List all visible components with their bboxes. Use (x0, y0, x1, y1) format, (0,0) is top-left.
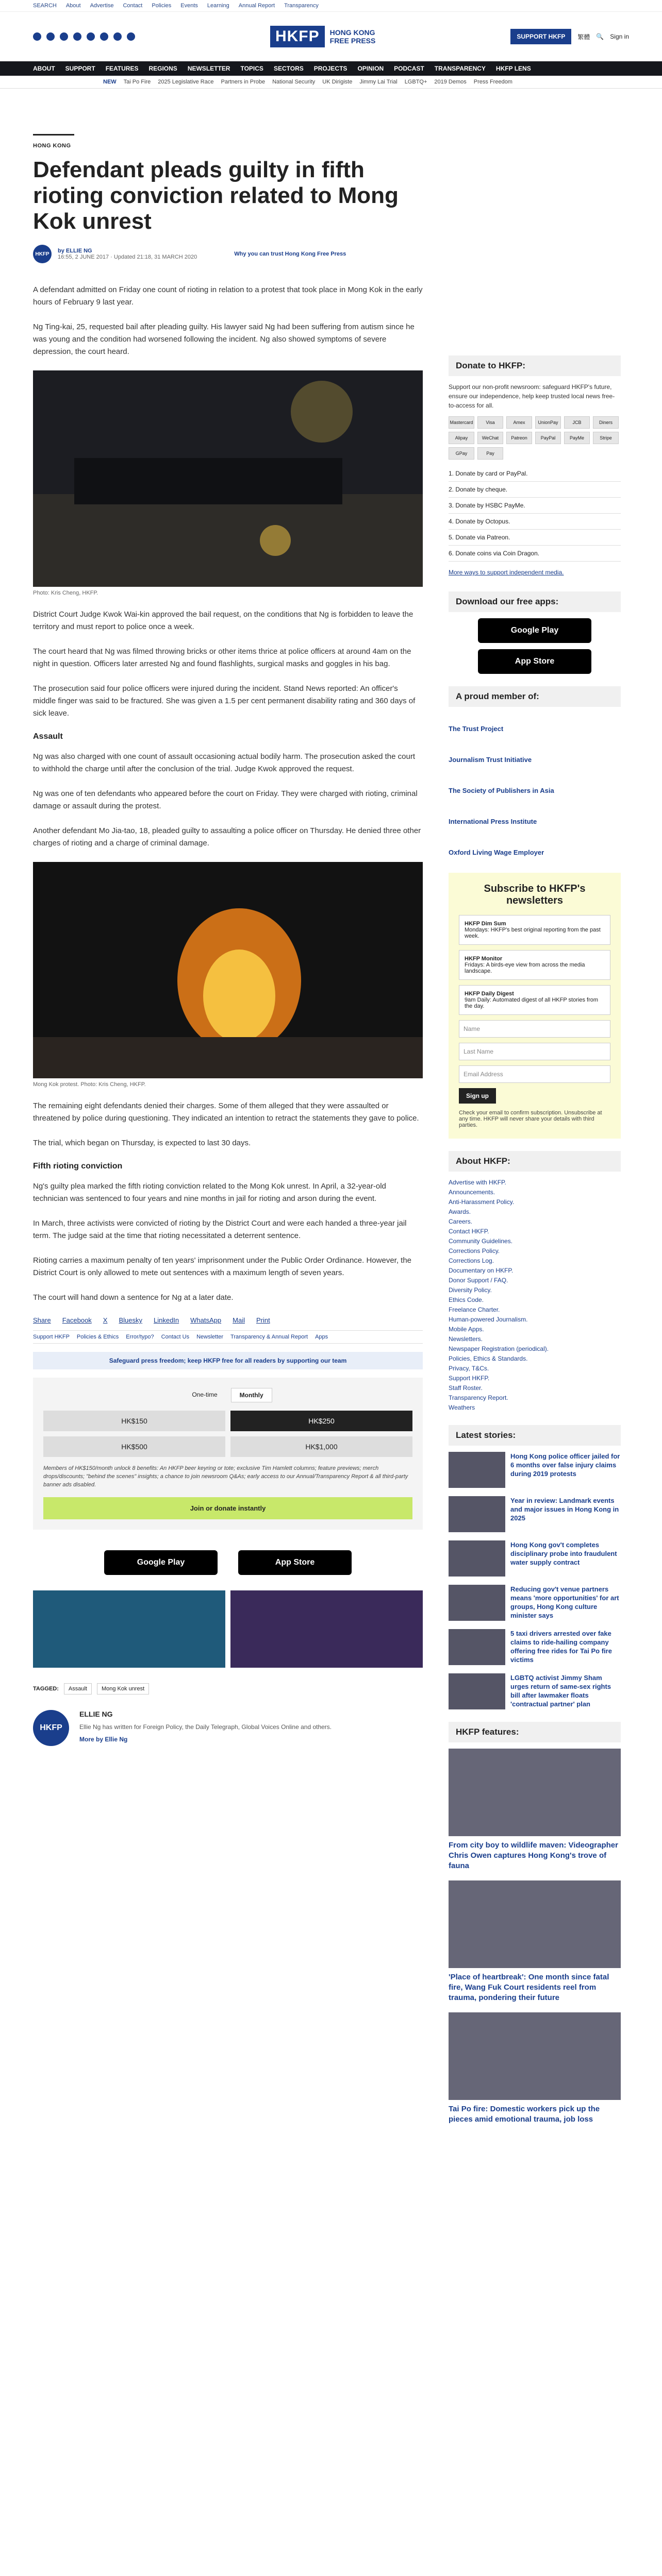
paragraph: The court heard that Ng was filmed throwing bricks or other items thrice at police officers at around 4am on the night in question. Officers later arrested Ng and found flashlights, surgical masks and goggles in his bag. (33, 647, 411, 668)
member-logo[interactable]: The Society of Publishers in Asia (449, 786, 554, 794)
author-name[interactable]: by ELLIE NG (58, 248, 92, 254)
about-link[interactable]: Transparency Report. (449, 1394, 508, 1401)
photo-caption: Photo: Kris Cheng, HKFP. (33, 590, 98, 596)
about-list (449, 1178, 621, 1413)
about-link[interactable]: Announcements. (449, 1189, 495, 1196)
latest-story[interactable] (449, 1673, 621, 1709)
about-link[interactable]: Corrections Log. (449, 1257, 494, 1264)
ethics-promo[interactable] (33, 1590, 225, 1668)
amount-option[interactable]: HK$500 (43, 1436, 225, 1457)
donate-method[interactable]: 5. Donate via Patreon. (449, 530, 621, 546)
article-photo (33, 862, 423, 1078)
about-link[interactable]: Privacy, T&Cs. (449, 1365, 489, 1372)
donate-widget (33, 1378, 423, 1530)
newsletter-desc: Fridays: A birds-eye view from across the media landscape. (465, 962, 585, 974)
latest-heading: Latest stories: (449, 1425, 621, 1446)
story-title[interactable]: Hong Kong gov't completes disciplinary probe into fraudulent water supply contract (510, 1541, 617, 1566)
byline (33, 245, 423, 263)
donate-methods (449, 466, 621, 562)
newsletter-name: HKFP Dim Sum (465, 921, 506, 927)
feature-thumbnail (449, 1880, 621, 1968)
paragraph: In March, three activists were convicted of rioting by the District Court and were each handed a three-year jail term. The judge said at the time that rioting necessitated a deterrent sentence. (33, 1219, 407, 1240)
social-icons (33, 32, 135, 41)
about-link[interactable]: Mobile Apps. (449, 1326, 484, 1333)
donate-method[interactable]: 6. Donate coins via Coin Dragon. (449, 546, 621, 562)
section-heading: Fifth rioting conviction (33, 1162, 123, 1171)
rss-icon[interactable] (127, 32, 135, 41)
amount-option[interactable]: HK$1,000 (230, 1436, 412, 1457)
footer-link[interactable]: Support HKFP (33, 1334, 70, 1340)
nav-topics[interactable]: TOPICS (240, 65, 263, 72)
footer-link[interactable]: Policies & Ethics (76, 1334, 119, 1340)
article-photo (33, 370, 423, 587)
latest-story[interactable] (449, 1585, 621, 1621)
footer-link[interactable]: Error/typo? (126, 1334, 154, 1340)
member-logo[interactable]: International Press Institute (449, 817, 537, 825)
tag[interactable]: Mong Kok unrest (97, 1683, 149, 1694)
language-link[interactable]: 繁體 (577, 33, 590, 41)
wechat-icon: WeChat (477, 432, 503, 444)
share-linkedin[interactable]: LinkedIn (154, 1316, 179, 1324)
newsletter-heading: Subscribe to HKFP's newsletters (484, 883, 586, 906)
about-link[interactable]: Contact HKFP. (449, 1228, 489, 1235)
latest-story[interactable] (449, 1540, 621, 1577)
topbar-transparency[interactable]: Transparency (284, 3, 319, 9)
newsletter-option[interactable] (459, 915, 610, 945)
promo-banners (33, 1590, 423, 1668)
newsletter-box (449, 873, 621, 1139)
about-link[interactable]: Human-powered Journalism. (449, 1316, 528, 1323)
amount-options (43, 1411, 412, 1457)
story-title[interactable]: LGBTQ activist Jimmy Sham urges return of same-sex rights bill after lawmaker floats 'contractual partner' plan (510, 1674, 611, 1708)
footer-link[interactable]: Contact Us (161, 1334, 190, 1340)
feature-title[interactable]: Tai Po fire: Domestic workers pick up the pieces amid emotional trauma, job loss (449, 2105, 600, 2124)
frequency-toggle (43, 1388, 412, 1402)
donate-heading: Donate to HKFP: (449, 355, 621, 376)
trending-item[interactable]: UK Dirigiste (322, 79, 353, 85)
topbar-annual[interactable]: Annual Report (238, 3, 275, 9)
newsletter-option[interactable] (459, 950, 610, 980)
app-store-badge[interactable]: App Store (478, 649, 591, 674)
nav-transparency[interactable]: TRANSPARENCY (434, 65, 486, 72)
footer-link[interactable]: Transparency & Annual Report (230, 1334, 308, 1340)
trending-item[interactable]: National Security (272, 79, 316, 85)
paragraph: The remaining eight defendants denied their charges. Some of them alleged that they were assaulted or threatened by police during questioning. They indicated an intention to retract the statements they gave to police. (33, 1101, 419, 1123)
tag[interactable]: Assault (64, 1683, 92, 1694)
alipay-icon: Alipay (449, 432, 474, 444)
story-thumbnail (449, 1452, 505, 1488)
amount-option[interactable]: HK$150 (43, 1411, 225, 1431)
latest-story[interactable] (449, 1629, 621, 1665)
trending-item[interactable]: Tai Po Fire (123, 79, 151, 85)
payme-icon: PayMe (564, 432, 590, 444)
feature-title[interactable]: 'Place of heartbreak': One month since fatal fire, Wang Fuk Court residents reel from trauma, pondering their future (449, 1973, 609, 2002)
newsletter-option[interactable] (459, 985, 610, 1015)
article-title: Defendant pleads guilty in fifth rioting conviction related to Mong Kok unrest (33, 157, 399, 234)
telegram-icon[interactable] (113, 32, 122, 41)
paragraph: District Court Judge Kwok Wai-kin approved the bail request, on the conditions that Ng is forbidden to leave the territory and must report to police once a week. (33, 610, 413, 631)
freq-one-time[interactable]: One-time (192, 1391, 218, 1398)
member-logo[interactable]: Journalism Trust Initiative (449, 755, 532, 764)
trending-item[interactable]: 2019 Demos (434, 79, 467, 85)
share-facebook[interactable]: Facebook (62, 1316, 92, 1324)
logo-text (330, 28, 376, 45)
story-title[interactable]: Hong Kong police officer jailed for 6 months over false injury claims during 2019 protests (510, 1452, 620, 1478)
article-footer-links (33, 1330, 423, 1344)
instagram-icon[interactable] (60, 32, 68, 41)
logo-mark: HKFP (270, 26, 325, 47)
member-heading: A proud member of: (449, 686, 621, 707)
share-mail[interactable]: Mail (233, 1316, 245, 1324)
photo-caption: Mong Kok protest. Photo: Kris Cheng, HKFP. (33, 1081, 146, 1088)
more-ways-link[interactable]: More ways to support independent media. (449, 569, 564, 576)
top-bar (0, 0, 662, 12)
newsletter-footnote: Check your email to confirm subscription. Unsubscribe at any time. HKFP will never share your details with third parties. (459, 1110, 602, 1128)
feature-thumbnail (449, 2012, 621, 2100)
author-box (33, 1710, 423, 1746)
trending-nav (0, 76, 662, 89)
search-icon[interactable]: 🔍 (596, 33, 604, 40)
gpay-icon: GPay (449, 447, 474, 460)
nav-projects[interactable]: PROJECTS (313, 65, 347, 72)
more-by-author[interactable]: More by Ellie Ng (79, 1736, 128, 1743)
stripe-icon: Stripe (593, 432, 619, 444)
topbar-policies[interactable]: Policies (152, 3, 172, 9)
about-link[interactable]: Documentary on HKFP. (449, 1267, 514, 1274)
story-title[interactable]: Year in review: Landmark events and major issues in Hong Kong in 2025 (510, 1497, 619, 1522)
about-link[interactable]: Ethics Code. (449, 1296, 484, 1303)
newsletter-name: HKFP Monitor (465, 956, 503, 962)
share-bluesky[interactable]: Bluesky (119, 1316, 142, 1324)
paragraph: Ng Ting-kai, 25, requested bail after pleading guilty. His lawyer said Ng had been suffering from autism since he was young and the condition had worsened following the incident. Ng also showed symptoms of severe depression, the court heard. (33, 323, 415, 356)
patreon-icon: Patreon (506, 432, 532, 444)
donate-method[interactable]: 3. Donate by HSBC PayMe. (449, 498, 621, 514)
freq-monthly[interactable]: Monthly (231, 1388, 272, 1402)
donate-method[interactable]: 4. Donate by Octopus. (449, 514, 621, 530)
about-link[interactable]: Awards. (449, 1208, 471, 1215)
feature-story[interactable] (449, 1880, 621, 2003)
last-name-field[interactable]: Last Name (459, 1043, 610, 1060)
about-link[interactable]: Newspaper Registration (periodical). (449, 1345, 549, 1352)
paragraph: The trial, which began on Thursday, is expected to last 30 days. (33, 1139, 251, 1147)
topbar-learning[interactable]: Learning (207, 3, 229, 9)
about-link[interactable]: Staff Roster. (449, 1384, 483, 1392)
linkedin-icon[interactable] (100, 32, 108, 41)
story-title[interactable]: Reducing gov't venue partners means 'more opportunities' for art groups, Hong Kong culture minister says (510, 1585, 619, 1619)
site-header (0, 12, 662, 61)
fire-photo (33, 862, 423, 1078)
nav-sectors[interactable]: SECTORS (273, 65, 304, 72)
paragraph: Ng was one of ten defendants who appeared before the court on Friday. They were charged with rioting, criminal damage or assault during the protest. (33, 789, 418, 810)
support-button[interactable]: SUPPORT HKFP (510, 29, 571, 44)
footer-link[interactable]: Newsletter (196, 1334, 224, 1340)
topbar-search[interactable]: SEARCH (33, 3, 57, 9)
paragraph: The prosecution said four police officers were injured during the incident. Stand News reported: An officer's middle finger was said to be fractured. She was given a 1.5 per cent permanent disability rating and 360 days of sick leave. (33, 684, 416, 718)
story-thumbnail (449, 1496, 505, 1532)
topbar-about[interactable]: About (65, 3, 81, 9)
feature-story[interactable] (449, 1749, 621, 1871)
about-link[interactable]: Weathers (449, 1404, 475, 1411)
protest-photo (33, 370, 423, 587)
about-link[interactable]: Support HKFP. (449, 1375, 490, 1382)
section-heading: Assault (33, 732, 63, 741)
nav-support[interactable]: SUPPORT (65, 65, 95, 72)
threads-icon[interactable] (73, 32, 81, 41)
jcb-icon: JCB (564, 416, 590, 429)
site-logo[interactable] (270, 26, 375, 47)
latest-story[interactable] (449, 1496, 621, 1532)
newsletter-desc: 9am Daily: Automated digest of all HKFP stories from the day. (465, 997, 599, 1009)
visa-icon: Visa (477, 416, 503, 429)
story-thumbnail (449, 1629, 505, 1665)
donate-text[interactable]: Support our non-profit newsroom: safeguard HKFP's future, ensure our independence, help keep trusted local news free-to-access for all. (449, 383, 615, 409)
nav-podcast[interactable]: PODCAST (394, 65, 424, 72)
support-promo[interactable] (230, 1590, 423, 1668)
unionpay-icon: UnionPay (535, 416, 561, 429)
article-main (33, 134, 423, 1746)
tags (33, 1683, 423, 1694)
about-link[interactable]: Newsletters. (449, 1335, 483, 1343)
amex-icon: Amex (506, 416, 532, 429)
publish-date: 16:55, 2 JUNE 2017 · Updated 21:18, 31 MARCH 2020 (58, 254, 197, 260)
email-field[interactable]: Email Address (459, 1065, 610, 1083)
payment-logos (449, 416, 621, 460)
feature-title[interactable]: From city boy to wildlife maven: Videographer Chris Owen captures Hong Kong's trove of fauna (449, 1841, 618, 1870)
trending-item[interactable]: Press Freedom (473, 79, 512, 85)
newsletter-name: HKFP Daily Digest (465, 991, 514, 997)
join-button[interactable]: Join or donate instantly (43, 1497, 412, 1519)
footer-link[interactable]: Apps (315, 1334, 328, 1340)
membership-note: Members of HK$150/month unlock 8 benefits: An HKFP beer keyring or tote; exclusive Tim Hamlett columns; feature previews; merch drops/discounts; "behind the scenes" insights; a chance to join newsroom Q&As; early access to our Annual/Transparency Report & all third-party banner ads disabled. (43, 1465, 408, 1488)
applepay-icon: Pay (477, 447, 503, 460)
nav-about[interactable]: ABOUT (33, 65, 55, 72)
story-thumbnail (449, 1585, 505, 1621)
donate-method[interactable]: 2. Donate by cheque. (449, 482, 621, 498)
about-link[interactable]: Community Guidelines. (449, 1238, 513, 1245)
sidebar (449, 355, 621, 2134)
trending-item[interactable]: Jimmy Lai Trial (359, 79, 398, 85)
paypal-icon: PayPal (535, 432, 561, 444)
feature-thumbnail (449, 1749, 621, 1836)
topbar-advertise[interactable]: Advertise (90, 3, 114, 9)
share-print[interactable]: Print (256, 1316, 270, 1324)
paragraph: The court will hand down a sentence for Ng at a later date. (33, 1293, 234, 1302)
app-store-badge[interactable]: App Store (238, 1550, 352, 1575)
about-link[interactable]: Policies, Ethics & Standards. (449, 1355, 528, 1362)
paragraph: Ng's guilty plea marked the fifth rioting conviction related to the Mong Kok unrest. In April, a 32-year-old technician was sentenced to four years and nine months in jail for rioting and arson during the event. (33, 1182, 386, 1203)
about-link[interactable]: Anti-Harassment Policy. (449, 1198, 515, 1206)
feature-story[interactable] (449, 2012, 621, 2125)
share-label[interactable]: Share (33, 1316, 51, 1324)
logo-line2: FREE PRESS (329, 37, 376, 45)
member-logo[interactable]: Oxford Living Wage Employer (449, 848, 544, 856)
nav-features[interactable]: FEATURES (105, 65, 139, 72)
author-avatar[interactable]: HKFP (33, 245, 52, 263)
main-nav (0, 61, 662, 76)
story-title[interactable]: 5 taxi drivers arrested over fake claims to ride-hailing company offering free rides for Tai Po fire victims (510, 1630, 612, 1664)
mastercard-icon: Mastercard (449, 416, 474, 429)
share-bar (33, 1316, 423, 1324)
member-logo[interactable]: The Trust Project (449, 724, 504, 733)
youtube-icon[interactable] (87, 32, 95, 41)
safeguard-banner[interactable]: Safeguard press freedom; keep HKFP free for all readers by supporting our team (33, 1352, 423, 1369)
about-link[interactable]: Corrections Policy. (449, 1247, 500, 1255)
google-play-badge[interactable]: Google Play (104, 1550, 218, 1575)
newsletter-desc: Mondays: HKFP's best original reporting from the past week. (465, 927, 601, 939)
logo-line1: HONG KONG (329, 28, 375, 37)
nav-opinion[interactable]: OPINION (357, 65, 384, 72)
author-box-name[interactable]: ELLIE NG (79, 1710, 113, 1718)
story-thumbnail (449, 1673, 505, 1709)
about-link[interactable]: Donor Support / FAQ. (449, 1277, 508, 1284)
about-heading: About HKFP: (449, 1151, 621, 1172)
about-link[interactable]: Freelance Charter. (449, 1306, 500, 1313)
paragraph: Ng was also charged with one count of assault occasioning actual bodily harm. The prosecution asked the court to withhold the charge until after the conclusion of the trial. Judge Kwok approved the request. (33, 752, 415, 773)
apps-heading: Download our free apps: (449, 591, 621, 612)
paragraph: A defendant admitted on Friday one count of rioting in relation to a protest that took place in Mong Kok in the early hours of February 9 last year. (33, 285, 423, 307)
google-play-badge[interactable]: Google Play (478, 618, 591, 643)
topbar-contact[interactable]: Contact (123, 3, 143, 9)
title-rule (33, 134, 74, 135)
author-bio: Ellie Ng has written for Foreign Policy, the Daily Telegraph, Global Voices Online and others. (79, 1723, 332, 1731)
about-link[interactable]: Careers. (449, 1218, 473, 1225)
nav-newsletter[interactable]: NEWSLETTER (187, 65, 230, 72)
trending-item[interactable]: 2025 Legislative Race (158, 79, 214, 85)
share-whatsapp[interactable]: WhatsApp (190, 1316, 222, 1324)
features-heading: HKFP features: (449, 1722, 621, 1742)
article-category[interactable]: HONG KONG (33, 143, 71, 149)
x-icon[interactable] (46, 32, 55, 41)
author-avatar[interactable]: HKFP (33, 1710, 69, 1746)
signup-button[interactable]: Sign up (459, 1088, 496, 1104)
facebook-icon[interactable] (33, 32, 41, 41)
app-badges (33, 1550, 423, 1575)
topbar-events[interactable]: Events (180, 3, 198, 9)
tags-label: TAGGED: (33, 1686, 59, 1692)
sign-in-link[interactable]: Sign in (610, 33, 629, 40)
amount-option-selected[interactable]: HK$250 (230, 1411, 412, 1431)
about-link[interactable]: Advertise with HKFP. (449, 1179, 506, 1186)
donate-method[interactable]: 1. Donate by card or PayPal. (449, 466, 621, 482)
header-actions (510, 29, 629, 44)
paragraph: Rioting carries a maximum penalty of ten years' imprisonment under the Public Order Ordinance. However, the District Court is only allowed to mete out sentences with a maximum length of seven years. (33, 1256, 412, 1277)
share-x[interactable]: X (103, 1316, 108, 1324)
diners-icon: Diners (593, 416, 619, 429)
name-field[interactable]: Name (459, 1020, 610, 1038)
about-link[interactable]: Diversity Policy. (449, 1286, 492, 1294)
trending-item[interactable]: Partners in Probe (221, 79, 266, 85)
nav-regions[interactable]: REGIONS (148, 65, 177, 72)
new-label: NEW (103, 79, 117, 85)
latest-story[interactable] (449, 1452, 621, 1488)
trending-item[interactable]: LGBTQ+ (404, 79, 427, 85)
trust-link[interactable]: Why you can trust Hong Kong Free Press (234, 251, 346, 257)
story-thumbnail (449, 1540, 505, 1577)
nav-lens[interactable]: HKFP LENS (495, 65, 531, 72)
paragraph: Another defendant Mo Jia-tao, 18, pleaded guilty to assaulting a police officer on Thursday. He denied three other charges of rioting and a charge of criminal damage. (33, 826, 421, 848)
